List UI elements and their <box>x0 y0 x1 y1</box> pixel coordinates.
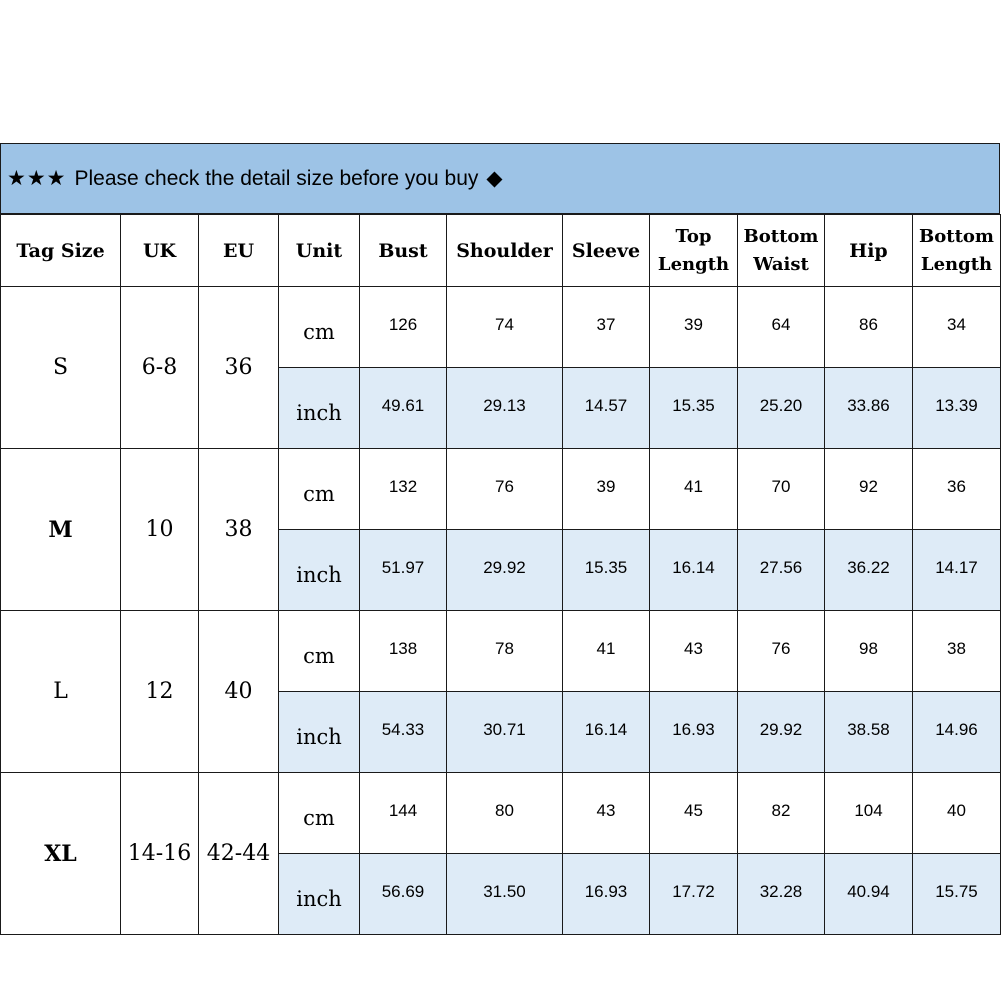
header-bottom-length-line2: Length <box>920 253 993 275</box>
measurement-cell: 126 <box>360 287 447 368</box>
header-uk: UK <box>121 215 199 287</box>
header-hip: Hip <box>825 215 913 287</box>
measurement-cell: 14.96 <box>913 692 1001 773</box>
header-bottom-length-line1: Bottom <box>919 225 994 247</box>
measurement-cell: 76 <box>447 449 563 530</box>
unit-cell: inch <box>279 854 360 935</box>
header-bottom-waist-line1: Bottom <box>743 225 819 247</box>
header-top-length-line1: Top <box>675 225 712 247</box>
measurement-cell: 98 <box>825 611 913 692</box>
unit-cell: inch <box>279 368 360 449</box>
banner-text: Please check the detail size before you buy <box>74 166 479 190</box>
tag-size-cell: S <box>1 287 121 449</box>
measurement-cell: 70 <box>738 449 825 530</box>
measurement-cell: 39 <box>650 287 738 368</box>
measurement-cell: 25.20 <box>738 368 825 449</box>
unit-cell: cm <box>279 611 360 692</box>
measurement-cell: 56.69 <box>360 854 447 935</box>
size-chart-banner <box>0 143 1000 214</box>
unit-cell: cm <box>279 449 360 530</box>
tag-size-cell: M <box>1 449 121 611</box>
measurement-cell: 16.93 <box>650 692 738 773</box>
uk-size-cell: 10 <box>121 449 199 611</box>
measurement-cell: 29.92 <box>447 530 563 611</box>
measurement-cell: 51.97 <box>360 530 447 611</box>
measurement-cell: 29.92 <box>738 692 825 773</box>
size-table-body <box>1 287 1001 935</box>
measurement-cell: 64 <box>738 287 825 368</box>
eu-size-cell: 40 <box>199 611 279 773</box>
measurement-cell: 15.35 <box>650 368 738 449</box>
measurement-cell: 54.33 <box>360 692 447 773</box>
measurement-cell: 92 <box>825 449 913 530</box>
table-row <box>1 287 1001 368</box>
measurement-cell: 132 <box>360 449 447 530</box>
header-bottom-waist-line2: Waist <box>753 253 809 275</box>
measurement-cell: 15.35 <box>563 530 650 611</box>
measurement-cell: 14.17 <box>913 530 1001 611</box>
header-shoulder: Shoulder <box>447 215 563 287</box>
header-row <box>1 215 1001 287</box>
measurement-cell: 30.71 <box>447 692 563 773</box>
diamond-icon: ◆ <box>486 167 503 190</box>
measurement-cell: 31.50 <box>447 854 563 935</box>
unit-cell: inch <box>279 530 360 611</box>
measurement-cell: 74 <box>447 287 563 368</box>
table-row <box>1 449 1001 530</box>
measurement-cell: 36.22 <box>825 530 913 611</box>
measurement-cell: 37 <box>563 287 650 368</box>
measurement-cell: 76 <box>738 611 825 692</box>
measurement-cell: 14.57 <box>563 368 650 449</box>
measurement-cell: 82 <box>738 773 825 854</box>
measurement-cell: 40.94 <box>825 854 913 935</box>
measurement-cell: 27.56 <box>738 530 825 611</box>
measurement-cell: 49.61 <box>360 368 447 449</box>
measurement-cell: 16.93 <box>563 854 650 935</box>
measurement-cell: 138 <box>360 611 447 692</box>
measurement-cell: 43 <box>650 611 738 692</box>
header-unit: Unit <box>279 215 360 287</box>
tag-size-cell: XL <box>1 773 121 935</box>
size-table <box>0 214 1001 935</box>
measurement-cell: 36 <box>913 449 1001 530</box>
measurement-cell: 39 <box>563 449 650 530</box>
header-sleeve: Sleeve <box>563 215 650 287</box>
measurement-cell: 29.13 <box>447 368 563 449</box>
measurement-cell: 43 <box>563 773 650 854</box>
stars-icon: ★★★ <box>7 167 67 190</box>
measurement-cell: 78 <box>447 611 563 692</box>
measurement-cell: 16.14 <box>563 692 650 773</box>
header-bottom-length <box>913 215 1001 287</box>
header-bottom-waist <box>738 215 825 287</box>
uk-size-cell: 14-16 <box>121 773 199 935</box>
measurement-cell: 80 <box>447 773 563 854</box>
measurement-cell: 41 <box>650 449 738 530</box>
unit-cell: cm <box>279 287 360 368</box>
measurement-cell: 86 <box>825 287 913 368</box>
header-top-length <box>650 215 738 287</box>
measurement-cell: 33.86 <box>825 368 913 449</box>
measurement-cell: 15.75 <box>913 854 1001 935</box>
header-top-length-line2: Length <box>657 253 730 275</box>
unit-cell: inch <box>279 692 360 773</box>
measurement-cell: 34 <box>913 287 1001 368</box>
measurement-cell: 16.14 <box>650 530 738 611</box>
eu-size-cell: 36 <box>199 287 279 449</box>
measurement-cell: 13.39 <box>913 368 1001 449</box>
measurement-cell: 45 <box>650 773 738 854</box>
tag-size-cell: L <box>1 611 121 773</box>
measurement-cell: 41 <box>563 611 650 692</box>
uk-size-cell: 6-8 <box>121 287 199 449</box>
eu-size-cell: 38 <box>199 449 279 611</box>
header-bust: Bust <box>360 215 447 287</box>
unit-cell: cm <box>279 773 360 854</box>
measurement-cell: 40 <box>913 773 1001 854</box>
table-row <box>1 611 1001 692</box>
uk-size-cell: 12 <box>121 611 199 773</box>
table-row <box>1 773 1001 854</box>
header-eu: EU <box>199 215 279 287</box>
measurement-cell: 38.58 <box>825 692 913 773</box>
measurement-cell: 17.72 <box>650 854 738 935</box>
eu-size-cell: 42-44 <box>199 773 279 935</box>
measurement-cell: 144 <box>360 773 447 854</box>
header-tag-size: Tag Size <box>1 215 121 287</box>
size-chart <box>0 143 1002 911</box>
measurement-cell: 104 <box>825 773 913 854</box>
measurement-cell: 32.28 <box>738 854 825 935</box>
measurement-cell: 38 <box>913 611 1001 692</box>
